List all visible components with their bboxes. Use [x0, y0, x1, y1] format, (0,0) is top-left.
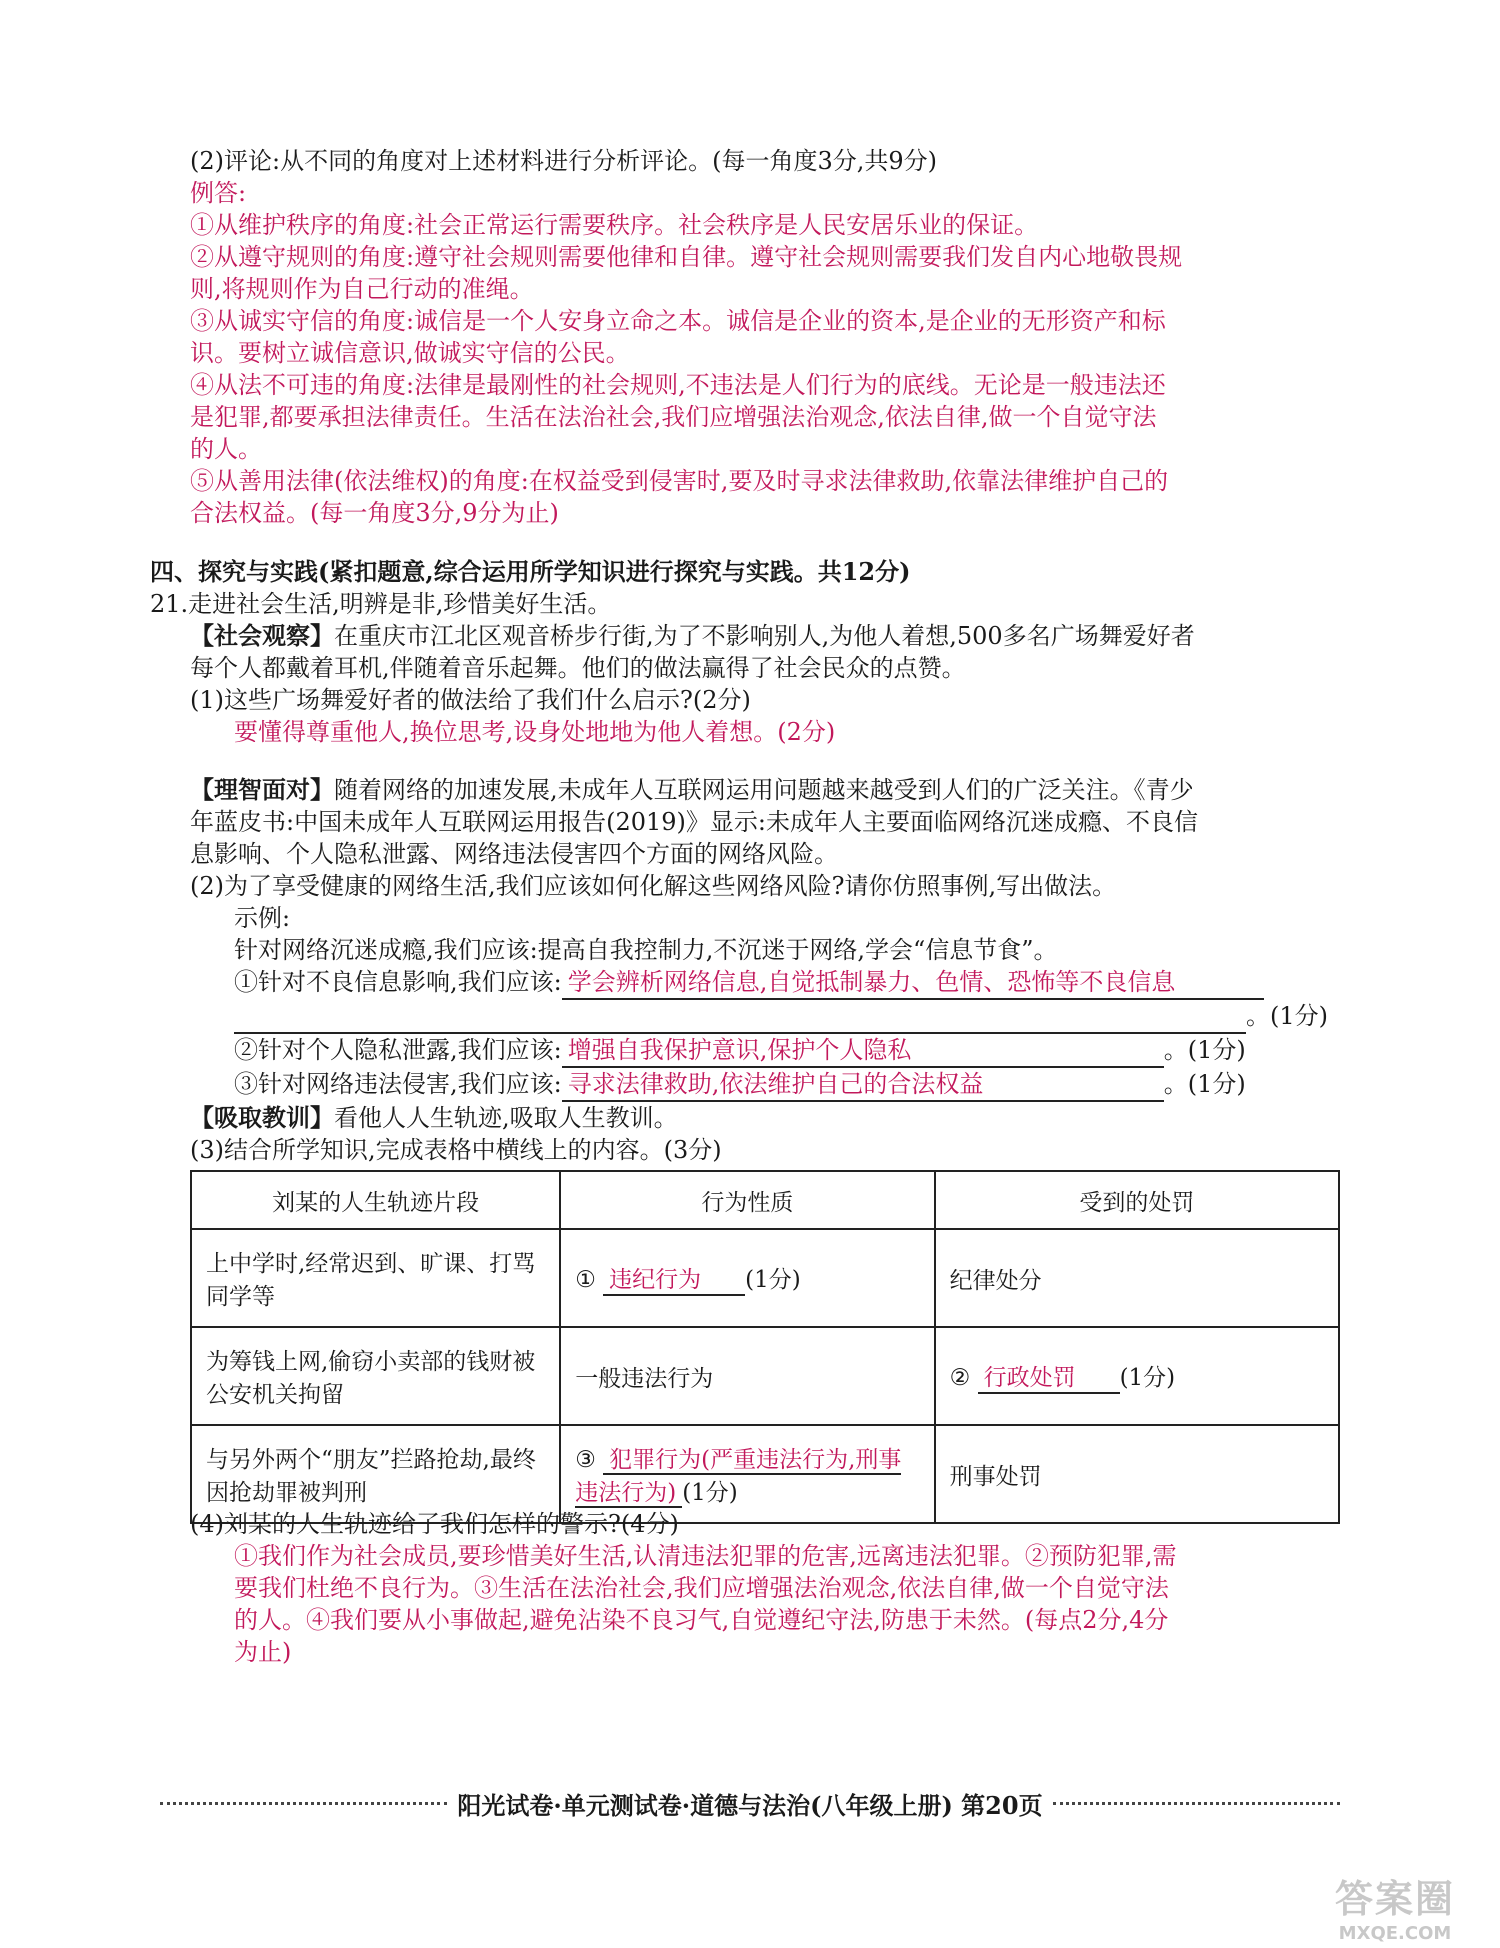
fill-answer: 行政处罚 [978, 1359, 1120, 1394]
answer-1: 要懂得尊重他人,换位思考,设身处地地为他人着想。(2分) [234, 718, 836, 746]
fill-points-3: 。(1分) [1163, 1070, 1246, 1098]
fill-points-1: 。(1分) [1246, 1002, 1328, 1030]
fill-points: (1分) [745, 1266, 801, 1293]
sample-label: 示例: [234, 904, 291, 932]
answer-line: 则,将规则作为自己行动的准绳。 [190, 275, 534, 303]
answer-line: ③从诚实守信的角度:诚信是一个人安身立命之本。诚信是企业的资本,是企业的无形资产和标 [190, 307, 1166, 335]
passage-text: 年蓝皮书:中国未成年人互联网运用报告(2019)》显示:未成年人主要面临网络沉迷成瘾、不良信 [190, 808, 1198, 836]
table-cell: 为筹钱上网,偷窃小卖部的钱财被公安机关拘留 [191, 1327, 560, 1425]
answer-line: 识。要树立诚信意识,做诚实守信的公民。 [190, 339, 630, 367]
answer-line: 为止) [234, 1638, 292, 1666]
table-cell: 上中学时,经常迟到、旷课、打骂同学等 [191, 1229, 560, 1327]
question-4: (4)刘某的人生轨迹给了我们怎样的警示?(4分) [190, 1510, 679, 1538]
answer-line: 是犯罪,都要承担法律责任。生活在法治社会,我们应增强法治观念,依法自律,做一个自觉守法 [190, 403, 1157, 431]
fill-answer-1-continued [234, 1000, 1246, 1034]
fill-points: (1分) [682, 1480, 738, 1506]
section-practice [150, 556, 1340, 1166]
fill-points: (1分) [1119, 1364, 1176, 1391]
answer-line: ①我们作为社会成员,要珍惜美好生活,认清违法犯罪的危害,远离违法犯罪。②预防犯罪,需 [234, 1542, 1177, 1570]
passage-text: 息影响、个人隐私泄露、网络违法侵害四个方面的网络风险。 [190, 840, 838, 868]
answer-line: ⑤从善用法律(依法维权)的角度:在权益受到侵害时,要及时寻求法律救助,依靠法律维护自己的 [190, 467, 1169, 495]
sample-text: 针对网络沉迷成瘾,我们应该:提高自我控制力,不沉迷于网络,学会“信息节食”。 [234, 936, 1058, 964]
answer-line: ④从法不可违的角度:法律是最刚性的社会规则,不违法是人们行为的底线。无论是一般违法还 [190, 371, 1166, 399]
table-header: 行为性质 [560, 1171, 934, 1229]
table-cell: 纪律处分 [935, 1229, 1339, 1327]
passage-text: 在重庆市江北区观音桥步行街,为了不影响别人,为他人着想,500多名广场舞爱好者 [334, 622, 1195, 650]
watermark-url: MXQE.COM [1338, 1923, 1452, 1944]
passage-text: 每个人都戴着耳机,伴随着音乐起舞。他们的做法赢得了社会民众的点赞。 [190, 654, 966, 682]
circled-number: ② [949, 1364, 971, 1391]
question-2: (2)评论:从不同的角度对上述材料进行分析评论。(每一角度3分,共9分) [190, 147, 937, 175]
table-cell: 一般违法行为 [560, 1327, 934, 1425]
fill-label-1: ①针对不良信息影响,我们应该: [234, 968, 562, 996]
answer-line: ②从遵守规则的角度:遵守社会规则需要他律和自律。遵守社会规则需要我们发自内心地敬畏规 [190, 243, 1183, 271]
table-cell: 与另外两个“朋友”拦路抢劫,最终因抢劫罪被判刑 [191, 1425, 560, 1523]
table-header: 刘某的人生轨迹片段 [191, 1171, 560, 1229]
section-title: 四、探究与实践(紧扣题意,综合运用所学知识进行探究与实践。共12分) [150, 557, 911, 586]
table-cell: 刑事处罚 [935, 1425, 1339, 1523]
table-row [191, 1327, 1339, 1425]
page-footer [150, 1786, 1350, 1821]
answer-line: 合法权益。(每一角度3分,9分为止) [190, 499, 559, 527]
section-evaluation [190, 145, 1340, 529]
section-warning [190, 1508, 1340, 1668]
example-label: 例答: [190, 179, 247, 207]
tag-social-observation: 【社会观察】 [190, 621, 334, 650]
fill-answer-2: 增强自我保护意识,保护个人隐私 [562, 1034, 1164, 1068]
fill-label-2: ②针对个人隐私泄露,我们应该: [234, 1036, 562, 1064]
table-header: 受到的处罚 [935, 1171, 1339, 1229]
watermark-logo: 答案圈 [1334, 1877, 1455, 1921]
table-cell [935, 1327, 1339, 1425]
question-3: (3)结合所学知识,完成表格中横线上的内容。(3分) [190, 1136, 722, 1164]
table-cell [560, 1229, 934, 1327]
fill-points-2: 。(1分) [1163, 1036, 1246, 1064]
tag-rational-face: 【理智面对】 [190, 775, 334, 804]
circled-number: ③ [575, 1447, 596, 1473]
life-trajectory-table [190, 1170, 1340, 1524]
fill-answer: 犯罪行为(严重违法行为,刑事违法行为) [575, 1447, 902, 1506]
passage-text: 看他人人生轨迹,吸取人生教训。 [334, 1104, 678, 1132]
answer-line: 的人。 [190, 435, 262, 463]
table-header-row [191, 1171, 1339, 1229]
footer-divider [160, 1802, 447, 1805]
answer-line: 要我们杜绝不良行为。③生活在法治社会,我们应增强法治观念,依法自律,做一个自觉守法 [234, 1574, 1169, 1602]
question-21: 21.走进社会生活,明辨是非,珍惜美好生活。 [150, 590, 612, 618]
fill-answer-3: 寻求法律救助,依法维护自己的合法权益 [562, 1068, 1164, 1102]
passage-text: 随着网络的加速发展,未成年人互联网运用问题越来越受到人们的广泛关注。《青少 [334, 776, 1194, 804]
table-row [191, 1229, 1339, 1327]
question-2: (2)为了享受健康的网络生活,我们应该如何化解这些网络风险?请你仿照事例,写出做法。 [190, 872, 1117, 900]
circled-number: ① [575, 1266, 596, 1293]
footer-text: 阳光试卷·单元测试卷·道德与法治(八年级上册) 第20页 [457, 1791, 1043, 1820]
tag-lesson: 【吸取教训】 [190, 1103, 334, 1132]
fill-answer: 违纪行为 [603, 1261, 745, 1296]
answer-line: 的人。④我们要从小事做起,避免沾染不良习气,自觉遵纪守法,防患于未然。(每点2分,4分 [234, 1606, 1169, 1634]
watermark [1320, 1868, 1470, 1944]
fill-label-3: ③针对网络违法侵害,我们应该: [234, 1070, 562, 1098]
question-1: (1)这些广场舞爱好者的做法给了我们什么启示?(2分) [190, 686, 751, 714]
fill-answer-1: 学会辨析网络信息,自觉抵制暴力、色情、恐怖等不良信息 [562, 966, 1264, 1000]
answer-line: ①从维护秩序的角度:社会正常运行需要秩序。社会秩序是人民安居乐业的保证。 [190, 211, 1039, 239]
footer-divider [1053, 1802, 1340, 1805]
